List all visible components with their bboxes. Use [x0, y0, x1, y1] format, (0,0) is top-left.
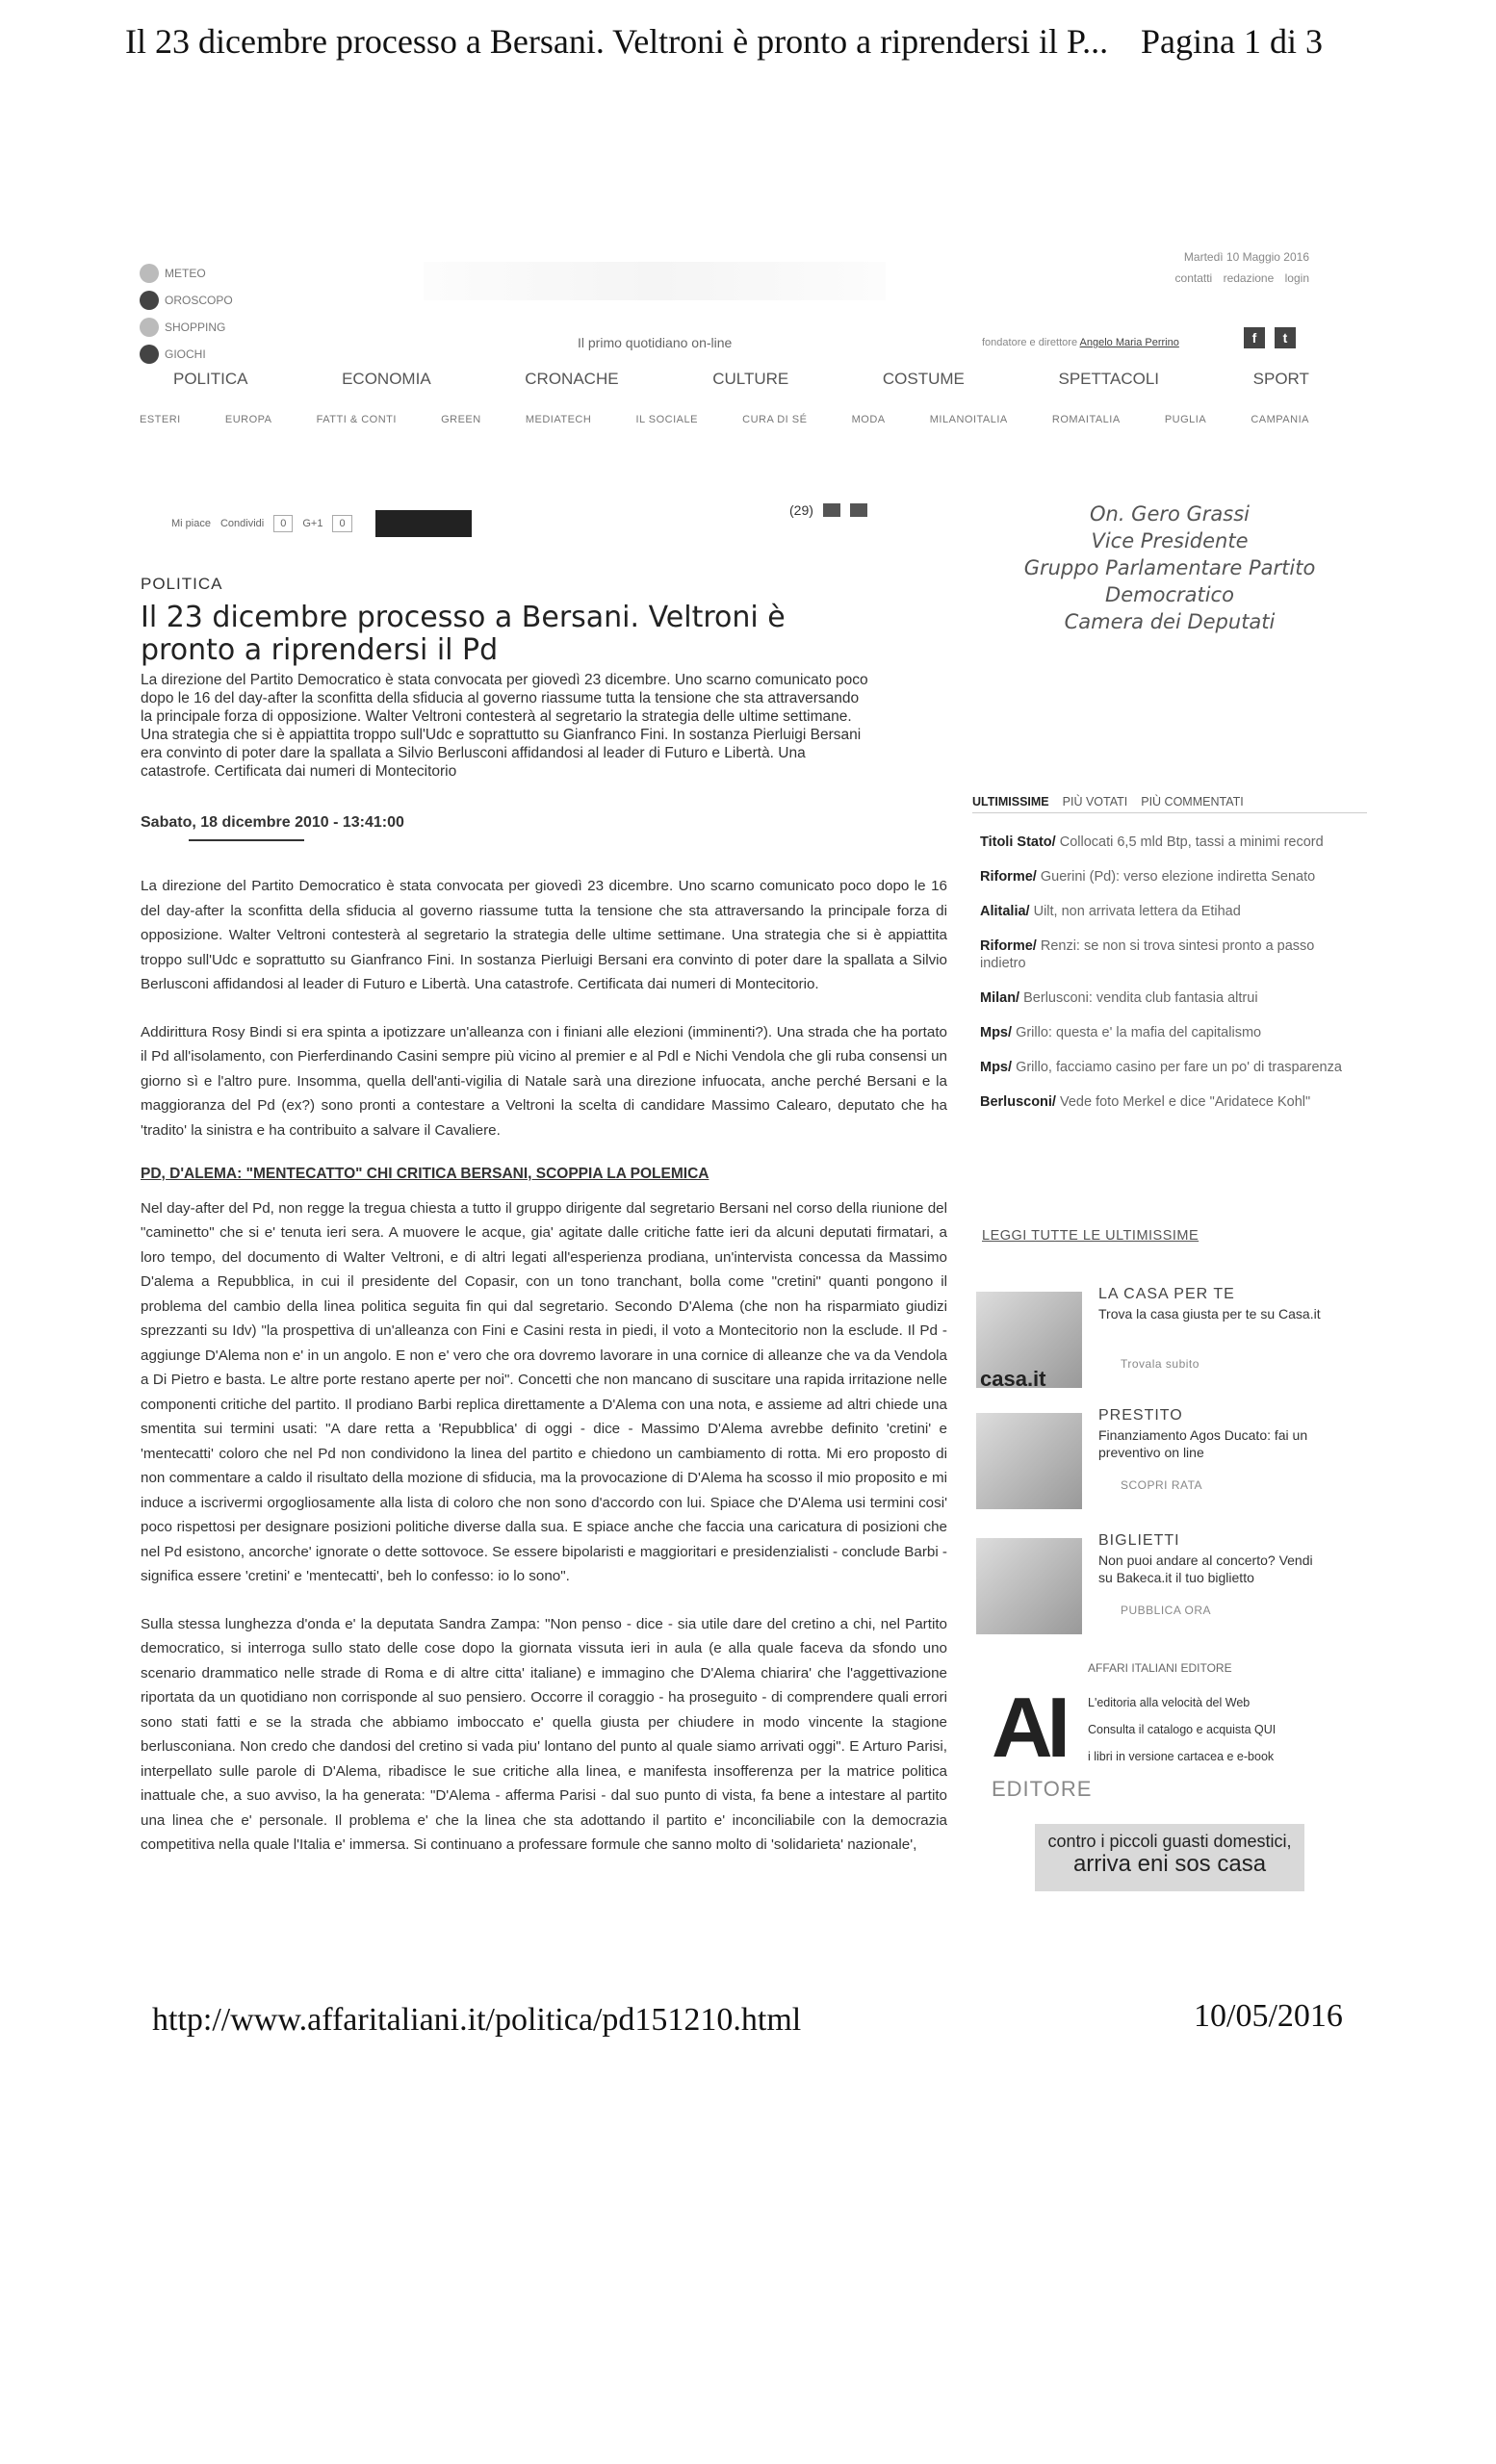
catalog-link[interactable]: Consulta il catalogo e acquista QUI	[1088, 1723, 1277, 1736]
founder-credit: fondatore e direttore Angelo Maria Perrino	[982, 337, 1179, 348]
facebook-icon[interactable]: f	[1244, 327, 1265, 348]
subnav-milanoitalia[interactable]: MILANOITALIA	[929, 414, 1008, 425]
paragraph: Addirittura Rosy Bindi si era spinta a ipotizzare un'alleanza con i finiani alle elezioni (imminenti?). Una strada che ha portato il Pd all'isolamento, con Pierferdinando Casini sempre più vicino al premier e al Pdl e Nichi Vendola che gli ruba consensi un giorno sì e l'altro pure. Insomma, quella dell'anti-vigilia di Natale sarà una direzione infuocata, anche perché Bersani e la maggioranza del Pd (ex?) sono pronti a contestare a Veltroni la scelta di candidare Massimo Calearo, deputato che ha 'tradito' la sinistra e ha contribuito a salvare il Cavaliere.	[141, 1023, 947, 1139]
news-item[interactable]: Mps/ Grillo, facciamo casino per fare un po' di trasparenza	[980, 1060, 1342, 1075]
casa-logo: casa.it	[980, 1367, 1046, 1391]
article-headline: Il 23 dicembre processo a Bersani. Veltroni è pronto a riprendersi il Pd	[141, 601, 786, 667]
twitter-icon[interactable]: t	[1275, 327, 1296, 348]
like-button[interactable]: Mi piace	[171, 518, 211, 529]
gplus-count: 0	[332, 515, 351, 532]
news-tabs	[972, 795, 1367, 813]
subnav-sociale[interactable]: IL SOCIALE	[635, 414, 698, 425]
redazione-link[interactable]: redazione	[1223, 271, 1275, 285]
subnav-europa[interactable]: EUROPA	[224, 414, 272, 425]
games-icon	[140, 345, 159, 364]
share-bar	[171, 510, 472, 537]
subnav-moda[interactable]: MODA	[851, 414, 886, 425]
news-item[interactable]: Milan/ Berlusconi: vendita club fantasia altrui	[980, 990, 1258, 1006]
meteo-link[interactable]: METEO	[140, 260, 233, 287]
car-image	[976, 1413, 1082, 1509]
paragraph: Sulla stessa lunghezza d'onda e' la deputata Sandra Zampa: "Non penso - dice - sia utile dare del cretino a chi, nel Partito democratico, si interroga sullo stato delle cose dopo la giornata vissuta ieri in aula (e alla quale faceva da sfondo uno scenario drammatico nelle strade di Roma e di altre citta' italiane) e immagino che D'Alema chiarira' che l'aggettivazione riportata da un quotidiano non corrisponde al suo pensiero. Occorre il coraggio - ha proseguito - di comprendere quali errori sono stati fatti e se la strada che abbiamo imboccato e' quella giusta per chiudere in modo vincente la stagione berlusconiana. Non credo che dandosi del cretino si vada piu' lontano del punto al quale siamo arrivati oggi". E Arturo Parisi, interpellato sulle parole di D'Alema, ribadisce le sue critiche alla linea, e manifesta insofferenza per la matrice politica inattuale che, a suo avviso, la ha generata: "D'Alema - afferma Parisi - dal suo punto di vista, fa bene a intestare al partito una linea che e' personale. Il problema e' che la linea che sta adottando il partito e' inconciliabile con la democrazia competitiva nella quale l'Italia e' immersa. Si continuano a professare formule che sanno molto di 'solidarieta' nazionale',	[141, 1615, 947, 1853]
ad-cta[interactable]: SCOPRI RATA	[1121, 1478, 1203, 1492]
tickets-image	[976, 1538, 1082, 1634]
ad-biglietti[interactable]: BIGLIETTI Non puoi andare al concerto? Vendi su Bakeca.it il tuo biglietto PUBBLICA ORA	[976, 1532, 1332, 1648]
read-all-news-link[interactable]: LEGGI TUTTE LE ULTIMISSIME	[982, 1228, 1199, 1244]
news-item[interactable]: Alitalia/ Uilt, non arrivata lettera da Etihad	[980, 904, 1241, 919]
login-link[interactable]: login	[1284, 271, 1309, 285]
print-icon[interactable]	[850, 503, 867, 517]
article-dateline: Sabato, 18 dicembre 2010 - 13:41:00	[141, 814, 404, 831]
header-utility	[1088, 246, 1309, 289]
editore-logo: AI	[992, 1680, 1065, 1775]
tab-ultimissime[interactable]: ULTIMISSIME	[972, 795, 1049, 808]
sponsor-stamp: On. Gero Grassi Vice Presidente Gruppo Parlamentare Partito Democratico Camera dei Deputati	[1023, 502, 1316, 633]
ad-cta[interactable]: PUBBLICA ORA	[1121, 1604, 1212, 1617]
nav-culture[interactable]: CULTURE	[712, 370, 789, 388]
print-date: 10/05/2016	[1194, 1998, 1343, 2034]
site-tagline: Il primo quotidiano on-line	[578, 335, 733, 350]
print-url: http://www.affaritaliani.it/politica/pd151210.html	[152, 2002, 802, 2038]
subnav-mediatech[interactable]: MEDIATECH	[525, 414, 592, 425]
share-count: 0	[273, 515, 293, 532]
header-side-links	[140, 260, 233, 368]
news-item[interactable]: Titoli Stato/ Collocati 6,5 mld Btp, tassi a minimi record	[980, 834, 1324, 850]
gplus-button[interactable]: G+1	[302, 518, 323, 529]
shopping-icon	[140, 318, 159, 337]
news-list	[980, 834, 1346, 1128]
current-date: Martedì 10 Maggio 2016	[1183, 250, 1309, 264]
main-navigation	[173, 370, 1309, 389]
nav-spettacoli[interactable]: SPETTACOLI	[1058, 370, 1160, 388]
article-summary: La direzione del Partito Democratico è stata convocata per giovedì 23 dicembre. Uno scarno comunicato poco dopo le 16 del day-after la sconfitta della sfiducia al governo riassume tutta la tensione che sta attraversando la principale forza di opposizione. Walter Veltroni contesterà al segretario la strategia delle ultime settimane. Una strategia che si è appiattita troppo sull'Udc e soprattutto su Gianfranco Fini. In sostanza Pierluigi Bersani era convinto di poter dare la spallata a Silvio Berlusconi affidandosi al leader di Futuro e Libertà. Una catastrofe. Certificata dai numeri di Montecitorio	[141, 672, 868, 780]
tab-piu-commentati[interactable]: PIÙ COMMENTATI	[1141, 795, 1244, 808]
sub-navigation	[140, 414, 1309, 425]
share-button[interactable]: Condividi	[219, 518, 265, 529]
article-subhead: PD, D'ALEMA: "MENTECATTO" CHI CRITICA BERSANI, SCOPPIA LA POLEMICA	[141, 1166, 709, 1182]
ad-cta[interactable]: Trovala subito	[1121, 1357, 1199, 1371]
founder-name-link[interactable]: Angelo Maria Perrino	[1079, 337, 1179, 348]
ad-prestito[interactable]: PRESTITO Finanziamento Agos Ducato: fai un preventivo on line SCOPRI RATA	[976, 1407, 1332, 1523]
subnav-romaitalia[interactable]: ROMAITALIA	[1051, 414, 1121, 425]
subnav-fatti-conti[interactable]: FATTI & CONTI	[316, 414, 397, 425]
oroscopo-link[interactable]: OROSCOPO	[140, 287, 233, 314]
nav-costume[interactable]: COSTUME	[882, 370, 965, 388]
subnav-green[interactable]: GREEN	[441, 414, 481, 425]
news-item[interactable]: Berlusconi/ Vede foto Merkel e dice "Aridatece Kohl"	[980, 1094, 1311, 1110]
cloud-icon	[140, 264, 159, 283]
subnav-campania[interactable]: CAMPANIA	[1251, 414, 1309, 425]
social-links	[1244, 327, 1296, 348]
subnav-cura-di-se[interactable]: CURA DI SÉ	[742, 414, 808, 425]
print-page-number: Pagina 1 di 3	[1141, 22, 1323, 61]
zodiac-icon	[140, 291, 159, 310]
pen-underline	[189, 839, 304, 841]
email-icon[interactable]	[823, 503, 840, 517]
giochi-link[interactable]: GIOCHI	[140, 341, 233, 368]
site-logo[interactable]	[424, 262, 886, 300]
nav-cronache[interactable]: CRONACHE	[525, 370, 619, 388]
article-section[interactable]: POLITICA	[141, 575, 223, 593]
subnav-esteri[interactable]: ESTERI	[140, 414, 181, 425]
paragraph: Nel day-after del Pd, non regge la tregua chiesta a tutto il gruppo dirigente dal segretario Bersani nel corso della riunione del "caminetto" che si e' tenuta ieri sera. A muovere le acque, gia' agitate dalle critiche fatte ieri da alcuni deputati firmatari, a loro tempo, del documento di Walter Veltroni, e di altri legati all'esperienza prodiana, un'intervista concessa da Massimo D'alema a Repubblica, in cui il presidente del Copasir, con un tono tranchant, bolla come "cretini" quanti pongono il problema del cambio della linea politica seguita fin qui dal segretario. Secondo D'Alema (che non ha risparmiato giudizi sprezzanti su Idv) "la prospettiva di un'alleanza con Fini e Casini resta in piedi, il voto a Montecitorio non la esclude. Il Pd - aggiunge D'Alema non e' in un angolo. E non e' vero che ora dovremo lavorare in una cornice di alleanze che va da Vendola a Di Pietro e basta. Le altre porte restano aperte per noi". Concetti che non mancano di suscitare una rapida irritazione nelle componenti critiche del partito. Il prodiano Barbi replica direttamente a D'Alema con una nota, e assieme ad altri chiede una smentita sui termini usati: "A dare retta a 'Repubblica' di oggi - dice - Massimo D'Alema avrebbe definito 'cretini' e 'mentecatti' coloro che nel Pd non condividono la linea del partito e chiedono un cambiamento di rotta. Mi ero proposto di non commentare a caldo il risultato della mozione di sfiducia, ma la provocazione di D'Alema ha scosso il mio proposito e mi induce a iscrivermi orgogliosamente alla lista di coloro che non sono d'accordo con lui. Spiace che D'Alema usi termini cosi' poco rispettosi per designare posizioni politiche diverse dalla sua. E spiace anche che faccia una caricatura di posizioni che nel Pd esistono, ancorche' ignorate o dette sottovoce. Se essere bipolaristi e maggioritari e presidenzialisti - conclude Barbi - significa essere 'cretini' e 'mentecatti', beh lo confesso: io lo sono".	[141, 1199, 947, 1584]
editore-box[interactable]: AI EDITORE AFFARI ITALIANI EDITORE L'editoria alla velocità del Web Consulta il catalogo e acquista QUI i libri in versione cartacea e e-book	[992, 1661, 1277, 1801]
tab-piu-votati[interactable]: PIÙ VOTATI	[1062, 795, 1128, 808]
comments-count[interactable]: (29)	[789, 502, 813, 518]
shopping-link[interactable]: SHOPPING	[140, 314, 233, 341]
news-item[interactable]: Riforme/ Renzi: se non si trova sintesi pronto a passo indietro	[980, 938, 1315, 971]
paragraph: La direzione del Partito Democratico è stata convocata per giovedì 23 dicembre. Uno scarno comunicato poco dopo le 16 del day-after la sconfitta della sfiducia al governo riassume tutta la tensione che sta attraversando la principale forza di opposizione. Walter Veltroni contesterà al segretario la strategia delle ultime settimane. Una strategia che si è appiattita troppo sull'Udc e soprattutto su Gianfranco Fini. In sostanza Pierluigi Bersani era convinto di poter dare la spallata a Silvio Berlusconi affidandosi al leader di Futuro e Libertà. Una catastrofe. Certificata dai numeri di Montecitorio.	[141, 878, 947, 992]
eni-banner[interactable]: contro i piccoli guasti domestici, arriva eni sos casa	[1035, 1824, 1304, 1891]
nav-politica[interactable]: POLITICA	[173, 370, 248, 388]
contatti-link[interactable]: contatti	[1174, 271, 1213, 285]
subnav-puglia[interactable]: PUGLIA	[1164, 414, 1207, 425]
article-body	[141, 874, 947, 1881]
nav-economia[interactable]: ECONOMIA	[342, 370, 431, 388]
news-item[interactable]: Mps/ Grillo: questa e' la mafia del capitalismo	[980, 1025, 1262, 1040]
news-item[interactable]: Riforme/ Guerini (Pd): verso elezione indiretta Senato	[980, 869, 1316, 885]
comments-bar	[789, 502, 867, 518]
ad-casa[interactable]: casa.it LA CASA PER TE Trova la casa giusta per te su Casa.it Trovala subito	[976, 1286, 1332, 1411]
ad-strip[interactable]	[375, 510, 472, 537]
nav-sport[interactable]: SPORT	[1252, 370, 1309, 388]
print-title: Il 23 dicembre processo a Bersani. Veltroni è pronto a riprendersi il P...	[125, 22, 1109, 61]
